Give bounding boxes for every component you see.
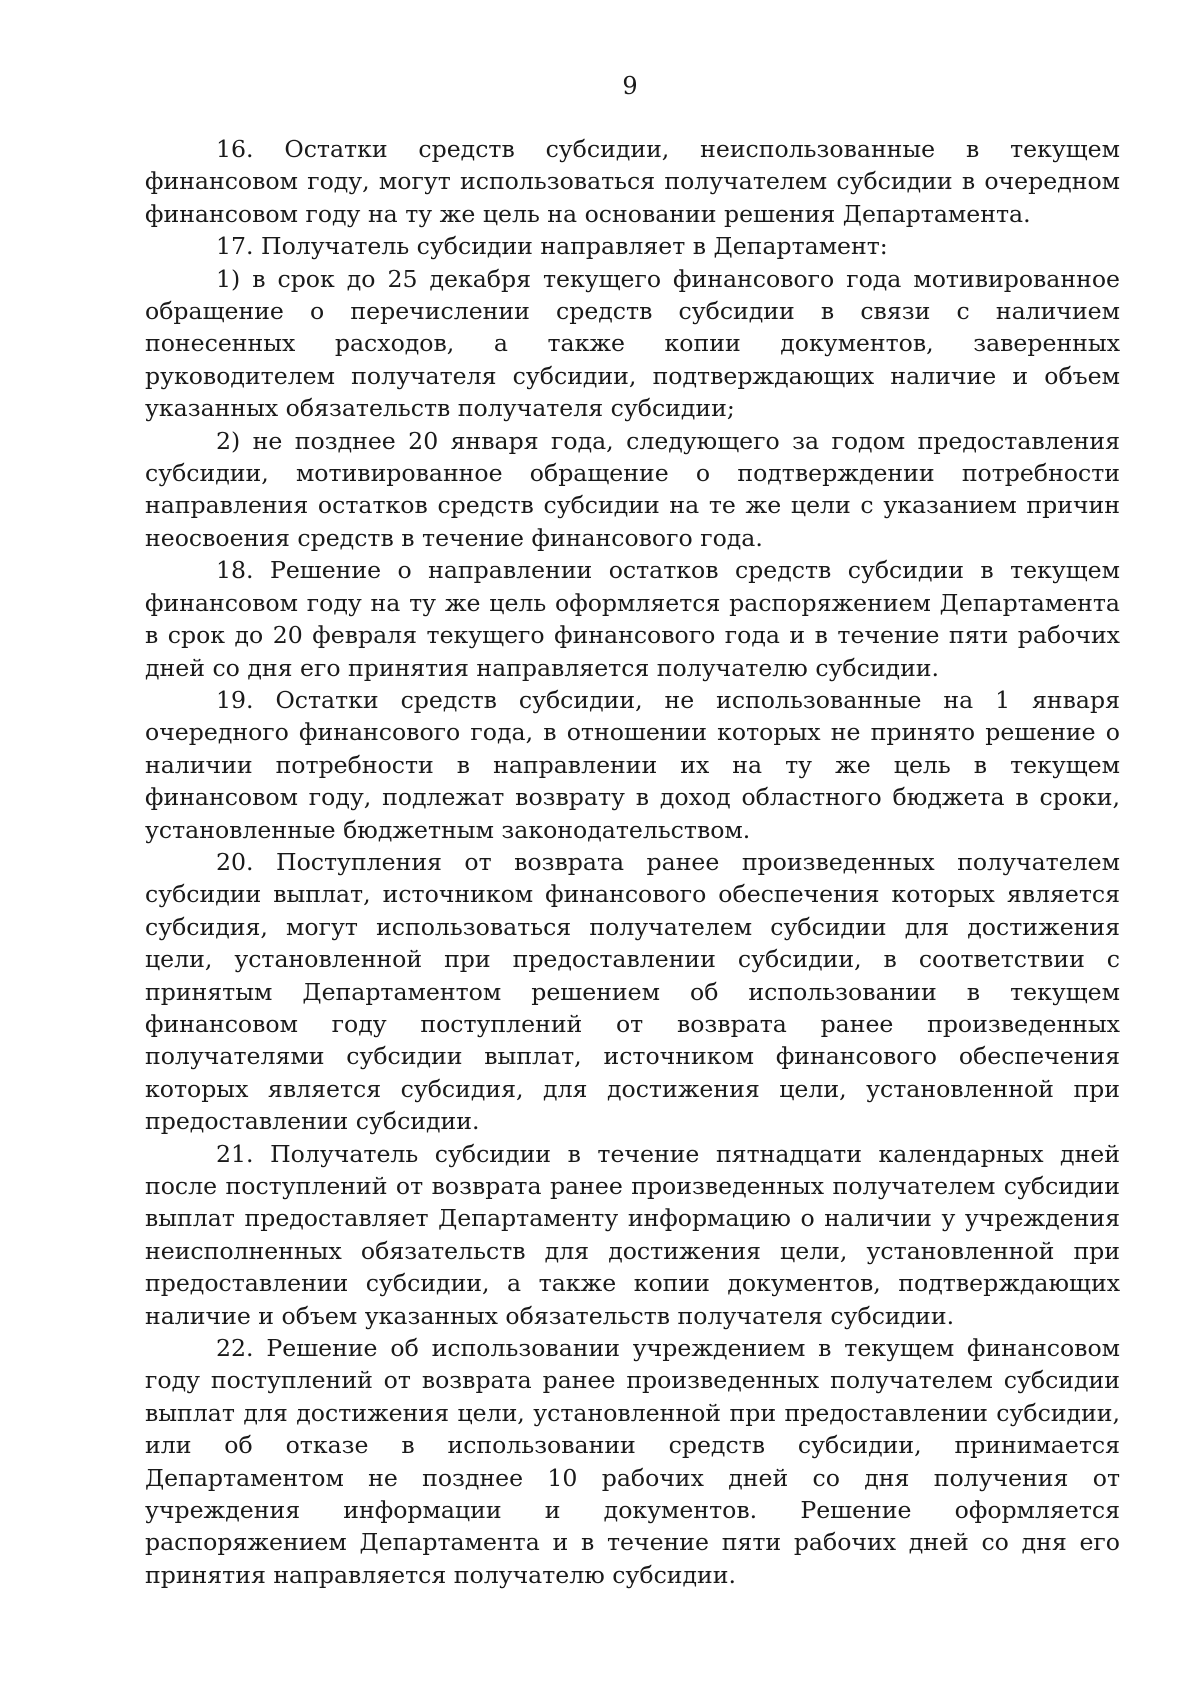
paragraph-17-item-1: 1) в срок до 25 декабря текущего финансового года мотивированное обращение о перечислении средств субсидии в связи с наличием понесенных расходов, а также копии документов, заверенных руководителем получателя субсидии, подтверждающих наличие и объем указанных обязательств получателя субсидии; xyxy=(145,264,1120,423)
page-number: 9 xyxy=(622,72,638,100)
paragraph-17: 17. Получатель субсидии направляет в Департамент: xyxy=(216,232,888,261)
paragraph-17-item-2: 2) не позднее 20 января года, следующего за годом предоставления субсидии, мотивированное обращение о подтверждении потребности направления остатков средств субсидии на те же цели с указанием причин неосвоения средств в течение финансового года. xyxy=(145,426,1120,552)
paragraph-19: 19. Остатки средств субсидии, не использованные на 1 января очередного финансового года, в отношении которых не принято решение о наличии потребности в направлении их на ту же цель в текущем финансовом году, подлежат возврату в доход областного бюджета в сроки, установленные бюджетным законодательством. xyxy=(145,685,1120,844)
paragraph-18: 18. Решение о направлении остатков средств субсидии в текущем финансовом году на ту же цель оформляется распоряжением Департамента в срок до 20 февраля текущего финансового года и в течение пяти рабочих дней со дня его принятия направляется получателю субсидии. xyxy=(145,556,1120,682)
paragraph-21: 21. Получатель субсидии в течение пятнадцати календарных дней после поступлений от возврата ранее произведенных получателем субсидии выплат предоставляет Департаменту информацию о наличии у учреждения неисполненных обязательств для достижения цели, установленной при предоставлении субсидии, а также копии документов, подтверждающих наличие и объем указанных обязательств получателя субсидии. xyxy=(145,1139,1120,1330)
paragraph-16: 16. Остатки средств субсидии, неиспользованные в текущем финансовом году, могут использоваться получателем субсидии в очередном финансовом году на ту же цель на основании решения Департамента. xyxy=(145,135,1120,228)
paragraph-22: 22. Решение об использовании учреждением в текущем финансовом году поступлений от возврата ранее произведенных получателем субсидии выплат для достижения цели, установленной при предоставлении субсидии, или об отказе в использовании средств субсидии, принимается Департаментом не позднее 10 рабочих дней со дня получения от учреждения информации и документов. Решение оформляется распоряжением Департамента и в течение пяти рабочих дней со дня его принятия направляется получателю субсидии. xyxy=(145,1334,1120,1589)
document-body xyxy=(145,133,1120,1591)
paragraph-20: 20. Поступления от возврата ранее произведенных получателем субсидии выплат, источником финансового обеспечения которых является субсидия, могут использоваться получателем субсидии для достижения цели, установленной при предоставлении субсидии, в соответствии с принятым Департаментом решением об использовании в текущем финансовом году поступлений от возврата ранее произведенных получателями субсидии выплат, источником финансового обеспечения которых является субсидия, для достижения цели, установленной при предоставлении субсидии. xyxy=(145,847,1120,1136)
